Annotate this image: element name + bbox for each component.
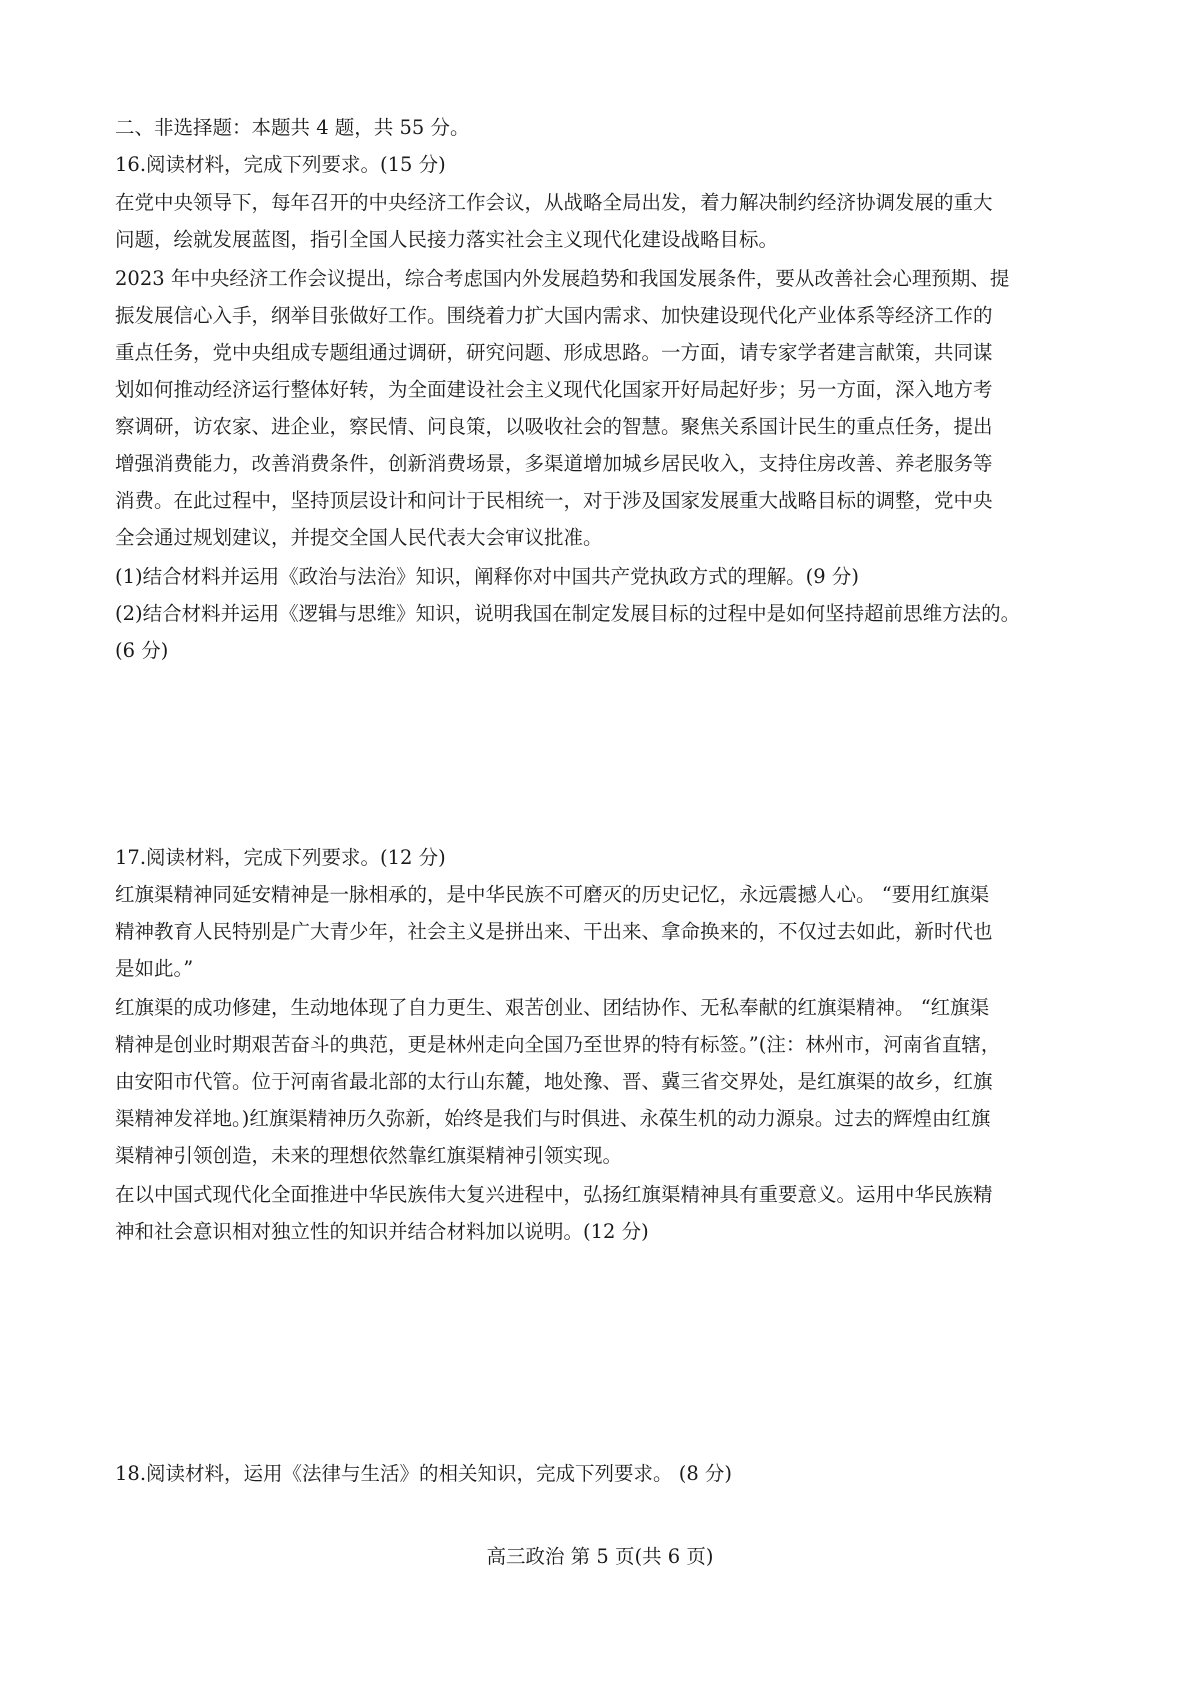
q17-para2-line: 红旗渠的成功修建，生动地体现了自力更生、艰苦创业、团结协作、无私奉献的红旗渠精神。 “红旗渠 xyxy=(115,996,990,1019)
q16-para2-line: 消费。在此过程中，坚持顶层设计和问计于民相统一，对于涉及国家发展重大战略目标的调整，党中央 xyxy=(115,489,993,512)
q17-para2-line: 渠精神引领创造，未来的理想依然靠红旗渠精神引领实现。 xyxy=(115,1144,623,1167)
q17-para2-line: 精神是创业时期艰苦奋斗的典范，更是林州走向全国乃至世界的特有标签。”(注：林州市，河南省直辖， xyxy=(115,1033,1001,1056)
q16-para1-line: 问题，绘就发展蓝图，指引全国人民接力落实社会主义现代化建设战略目标。 xyxy=(115,228,779,251)
q17-title: 17.阅读材料，完成下列要求。(12 分) xyxy=(115,846,446,869)
q16-para2-line: 重点任务，党中央组成专题组通过调研，研究问题、形成思路。一方面，请专家学者建言献策，共同谋 xyxy=(115,341,993,364)
q16-sub2-line: (6 分) xyxy=(115,639,169,662)
q16-para2-line: 察调研，访农家、进企业，察民情、问良策，以吸收社会的智慧。聚焦关系国计民生的重点任务，提出 xyxy=(115,415,993,438)
q16-sub2-line: (2)结合材料并运用《逻辑与思维》知识，说明我国在制定发展目标的过程中是如何坚持超前思维方法的。 xyxy=(115,602,1021,625)
page-footer: 高三政治 第 5 页(共 6 页) xyxy=(486,1545,714,1568)
q17-para2-line: 由安阳市代管。位于河南省最北部的太行山东麓，地处豫、晋、冀三省交界处，是红旗渠的故乡，红旗 xyxy=(115,1070,993,1093)
section-header: 二、非选择题：本题共 4 题，共 55 分。 xyxy=(115,116,470,139)
q17-para3-line: 在以中国式现代化全面推进中华民族伟大复兴进程中，弘扬红旗渠精神具有重要意义。运用中华民族精 xyxy=(115,1183,993,1206)
q18-title: 18.阅读材料，运用《法律与生活》的相关知识，完成下列要求。 (8 分) xyxy=(115,1462,733,1485)
q17-para3-line: 神和社会意识相对独立性的知识并结合材料加以说明。(12 分) xyxy=(115,1220,649,1243)
q16-sub1: (1)结合材料并运用《政治与法治》知识，阐释你对中国共产党执政方式的理解。(9 分) xyxy=(115,565,859,588)
q16-para2-line: 划如何推动经济运行整体好转，为全面建设社会主义现代化国家开好局起好步；另一方面，深入地方考 xyxy=(115,378,993,401)
q16-title: 16.阅读材料，完成下列要求。(15 分) xyxy=(115,153,446,176)
q17-para1-line: 是如此。” xyxy=(115,957,194,980)
q17-para1-line: 精神教育人民特别是广大青少年，社会主义是拼出来、干出来、拿命换来的，不仅过去如此，新时代也 xyxy=(115,920,993,943)
q16-para2-line: 2023 年中央经济工作会议提出，综合考虑国内外发展趋势和我国发展条件，要从改善社会心理预期、提 xyxy=(115,267,1010,290)
q16-para2-line: 全会通过规划建议，并提交全国人民代表大会审议批准。 xyxy=(115,526,603,549)
q16-para2-line: 增强消费能力，改善消费条件，创新消费场景，多渠道增加城乡居民收入，支持住房改善、养老服务等 xyxy=(115,452,993,475)
q17-para2-line: 渠精神发祥地。)红旗渠精神历久弥新，始终是我们与时俱进、永葆生机的动力源泉。过去的辉煌由红旗 xyxy=(115,1107,991,1130)
q17-para1-line: 红旗渠精神同延安精神是一脉相承的，是中华民族不可磨灭的历史记忆，永远震撼人心。 “要用红旗渠 xyxy=(115,883,990,906)
q16-para1-line: 在党中央领导下，每年召开的中央经济工作会议，从战略全局出发，着力解决制约经济协调发展的重大 xyxy=(115,191,993,214)
q16-para2-line: 振发展信心入手，纲举目张做好工作。围绕着力扩大国内需求、加快建设现代化产业体系等经济工作的 xyxy=(115,304,993,327)
